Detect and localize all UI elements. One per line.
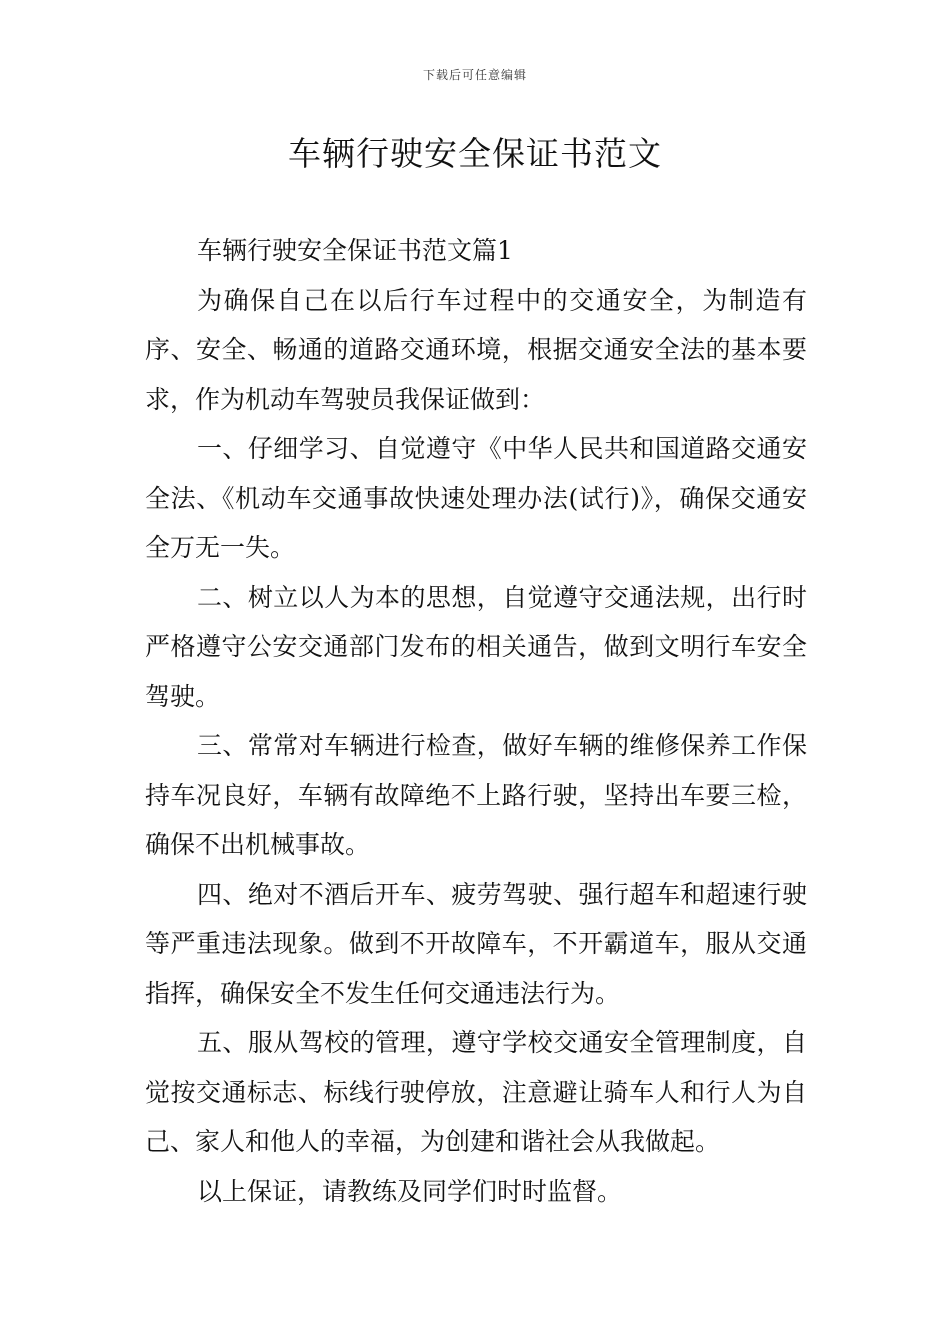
document-body [145, 226, 807, 1216]
closing-paragraph: 以上保证，请教练及同学们时时监督。 [197, 1176, 623, 1206]
header-note: 下载后可任意编辑 [422, 68, 527, 82]
pledge-item-5: 五、服从驾校的管理，遵守学校交通安全管理制度，自觉按交通标志、标线行驶停放，注意避让骑车人和行人为自己、家人和他人的幸福，为创建和谐社会从我做起。 [145, 1028, 807, 1156]
document-title: 车辆行驶安全保证书范文 [288, 134, 662, 173]
pledge-item-2: 二、树立以人为本的思想，自觉遵守交通法规，出行时严格遵守公安交通部门发布的相关通告，做到文明行车安全驾驶。 [145, 582, 807, 711]
pledge-item-4: 四、绝对不酒后开车、疲劳驾驶、强行超车和超速行驶等严重违法现象。做到不开故障车，不开霸道车，服从交通指挥，确保安全不发生任何交通违法行为。 [145, 879, 807, 1008]
intro-paragraph: 为确保自己在以后行车过程中的交通安全，为制造有序、安全、畅通的道路交通环境，根据交通安全法的基本要求，作为机动车驾驶员我保证做到： [145, 285, 807, 414]
pledge-item-1: 一、仔细学习、自觉遵守《中华人民共和国道路交通安全法、《机动车交通事故快速处理办法(试行)》，确保交通安全万无一失。 [145, 434, 807, 562]
pledge-item-3: 三、常常对车辆进行检查，做好车辆的维修保养工作保持车况良好，车辆有故障绝不上路行驶，坚持出车要三检，确保不出机械事故。 [145, 731, 807, 859]
section-heading: 车辆行驶安全保证书范文篇1 [197, 236, 513, 265]
